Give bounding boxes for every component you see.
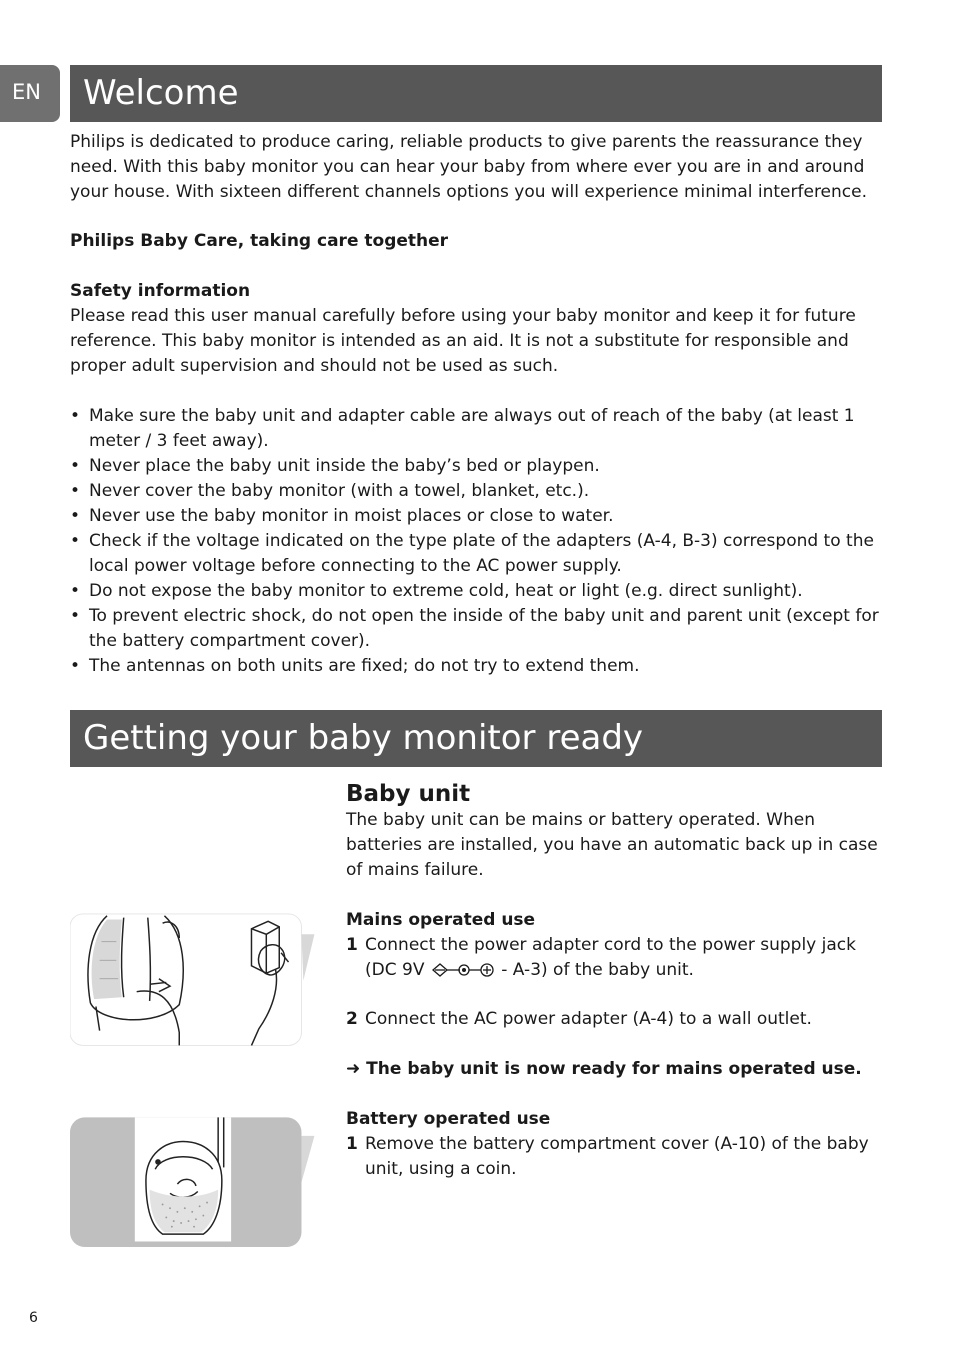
list-item: • Never place the baby unit inside the baby’s bed or playpen.	[70, 456, 600, 476]
mains-step-1: 1 Connect the power adapter cord to the power supply jack (DC 9V - A-3) of the baby unit.	[346, 935, 856, 980]
baby-unit-text: The baby unit can be mains or battery operated. When batteries are installed, you have an automatic back up in case of mains failure.	[346, 810, 878, 880]
safety-heading: Safety information	[70, 281, 251, 301]
list-item: • The antennas on both units are fixed; do not try to extend them.	[70, 656, 640, 676]
power-adapter-illustration	[70, 908, 320, 1068]
welcome-banner	[70, 65, 882, 122]
dc-polarity-icon	[430, 961, 496, 979]
language-tab: EN	[0, 65, 60, 122]
mains-result: ➜ The baby unit is now ready for mains operated use.	[346, 1059, 862, 1079]
safety-bullet-list	[70, 404, 880, 679]
arrow-right-icon: ➜	[346, 1059, 361, 1079]
welcome-intro: Philips is dedicated to produce caring, reliable products to give parents the reassurance they need. With this baby monitor you can hear your baby from where ever you are in and around your house. With sixteen different channels options you will experience minimal interference.	[70, 132, 867, 202]
list-item: • Never cover the baby monitor (with a towel, blanket, etc.).	[70, 481, 590, 501]
safety-text: Please read this user manual carefully before using your baby monitor and keep it for future reference. This baby monitor is intended as an aid. It is not a substitute for responsible and proper adult supervision and should not be used as such.	[70, 306, 856, 376]
battery-heading: Battery operated use	[346, 1109, 551, 1129]
list-item: • Make sure the baby unit and adapter cable are always out of reach of the baby (at least 1 meter / 3 feet away).	[70, 406, 855, 451]
baby-unit-heading: Baby unit	[346, 781, 471, 807]
page-number: 6	[29, 1310, 38, 1326]
mains-step-2: 2 Connect the AC power adapter (A-4) to a wall outlet.	[346, 1009, 812, 1029]
welcome-title: Welcome	[83, 73, 239, 113]
tagline: Philips Baby Care, taking care together	[70, 231, 449, 251]
getting-ready-banner	[70, 710, 882, 767]
battery-cover-illustration	[70, 1110, 320, 1260]
list-item: • Check if the voltage indicated on the type plate of the adapters (A-4, B-3) correspond to the local power voltage before connecting to the AC power supply.	[70, 531, 874, 576]
getting-ready-title: Getting your baby monitor ready	[83, 718, 644, 758]
mains-heading: Mains operated use	[346, 910, 536, 930]
list-item: • Never use the baby monitor in moist places or close to water.	[70, 506, 614, 526]
list-item: • To prevent electric shock, do not open the inside of the baby unit and parent unit (except for the battery compartment cover).	[70, 606, 879, 651]
list-item: • Do not expose the baby monitor to extreme cold, heat or light (e.g. direct sunlight).	[70, 581, 803, 601]
battery-step-1: 1 Remove the battery compartment cover (A-10) of the baby unit, using a coin.	[346, 1134, 869, 1179]
